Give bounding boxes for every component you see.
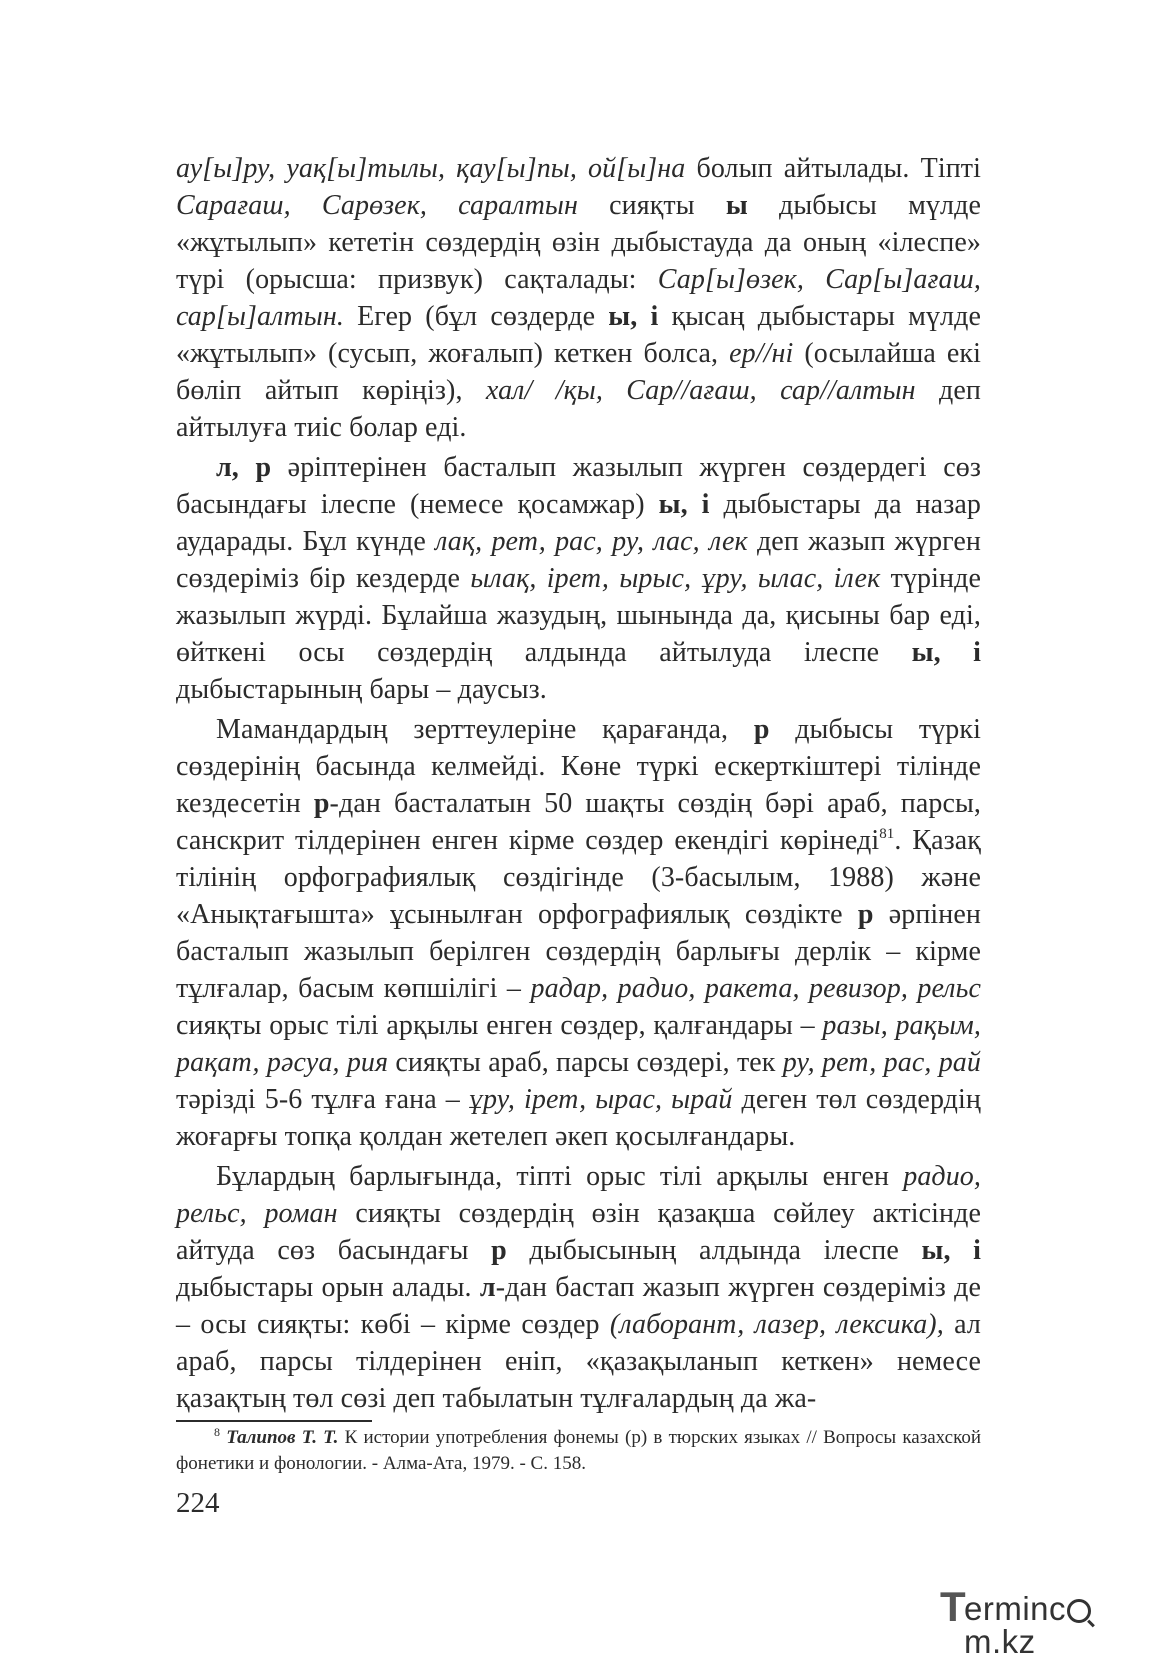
text-run: -дан басталатын 50 шақты сөздің бәрі араб, парсы, санскрит тілдерінен енген кірме сөздер екендігі көрінеді xyxy=(176,788,981,856)
text-run: түрінде жазылып жүрді. Бұлайша жазудың, шынында да, қисыны бар еді, өйткені осы сөздердің алдында айтылуда ілеспе xyxy=(176,563,981,668)
text-run: сияқты сөздердің өзін қазақша сөйлеу актісінде айтуда сөз басындағы xyxy=(176,1198,981,1266)
footnote-reference: 81 xyxy=(879,826,895,842)
text-run: әріптерінен басталып жазылып жүрген сөздердегі сөз басындағы ілеспе (немесе қосамжар) xyxy=(176,452,981,520)
italic-text: лақ, рет, рас, ру, лас, лек xyxy=(435,526,748,557)
bold-text: ы, і xyxy=(658,489,710,520)
text-run: дыбысы мүлде «жұтылып» кететін сөздердің өзін дыбыстауда да оның «ілеспе» түрі (орысша: призвук) сақталады: xyxy=(176,190,981,295)
italic-text: радио, рельс, роман xyxy=(176,1161,981,1229)
italic-text: разы, рақым, рақат, рәсуа, рия xyxy=(176,1010,981,1078)
watermark-text xyxy=(964,1592,1150,1658)
text-run: қысаң дыбыстары мүлде «жұтылып» (сусып, жоғалып) кеткен болса, xyxy=(176,301,982,369)
page-body xyxy=(176,150,981,1417)
text-run: дыбысының алдында ілеспе xyxy=(506,1235,922,1266)
text-run: деп жазып жүрген сөздеріміз бір кездерде xyxy=(176,526,981,594)
italic-text: ер//ні xyxy=(729,338,794,369)
text-run: сияқты орыс тілі арқылы енген сөздер, қалғандары – xyxy=(176,1010,823,1041)
italic-text: ұру, ірет, ырас, ырай xyxy=(468,1084,733,1115)
text-run: дыбыстары орын алады. xyxy=(176,1272,480,1303)
text-run: сияқты xyxy=(577,190,726,221)
paragraph xyxy=(176,1158,981,1417)
page-number: 224 xyxy=(176,1487,220,1519)
text-run: сияқты араб, парсы сөздері, тек xyxy=(388,1047,783,1078)
bold-text: ы xyxy=(725,190,748,221)
text-run: Бұлардың барлығында, тіпті орыс тілі арқылы енген xyxy=(216,1161,904,1192)
text-run: дыбысы түркі сөздерінің басында келмейді. Көне түркі ескерткіштері тілінде кездесетін xyxy=(176,714,981,819)
italic-text: Сар[ы]өзек, Сар[ы]ағаш, сар[ы]алтын. xyxy=(176,264,981,332)
text-run: Мамандардың зерттеулеріне қарағанда, xyxy=(216,714,754,745)
text-run: -дан бастап жазып жүрген сөздеріміз де – осы сияқты: көбі – кірме сөздер xyxy=(176,1272,981,1340)
text-run: . Қазақ тілінің орфографиялық сөздігінде (3-басылым, 1988) және «Анықтағышта» ұсынылған орфографиялық сөздікте xyxy=(176,825,981,930)
italic-text: ылақ, ірет, ырыс, ұру, ылас, ілек xyxy=(470,563,881,594)
text-run: (осылайша екі бөліп айтып көріңіз), xyxy=(176,338,981,406)
watermark-text-part2: m.kz xyxy=(964,1623,1036,1660)
text-run: дыбыстарының бары – даусыз. xyxy=(176,674,547,705)
italic-text: хал/ /қы, Сар//ағаш, сар//алтын xyxy=(485,375,916,406)
termincom-watermark-logo xyxy=(940,1583,1150,1660)
bold-text: л xyxy=(479,1272,496,1303)
bold-text: ы, і xyxy=(911,637,982,668)
bold-text: ы, і xyxy=(921,1235,981,1266)
footnote-text: К истории употребления фонемы (р) в тюрских языках // Вопросы казахской фонетики и фонологии. - Алма-Ата, 1979. - С. 158. xyxy=(176,1427,982,1474)
paragraph xyxy=(176,449,981,708)
italic-text: Сарағаш, Сарөзек, саралтын xyxy=(176,190,578,221)
italic-text: ау[ы]ру, уақ[ы]тылы, қау[ы]пы, ой[ы]на xyxy=(176,153,686,184)
italic-text: радар, радио, ракета, ревизор, рельс xyxy=(530,973,981,1004)
bold-text: р xyxy=(313,788,330,819)
watermark-initial: T xyxy=(940,1583,966,1630)
paragraph xyxy=(176,150,981,446)
magnifier-icon xyxy=(1067,1599,1091,1623)
bold-text: л, р xyxy=(216,452,272,483)
text-run: Егер (бұл сөздерде xyxy=(343,301,609,332)
italic-text: (лаборант, лазер, лексика), xyxy=(609,1309,944,1340)
text-run: деп айтылуға тиіс болар еді. xyxy=(176,375,981,443)
text-run: болып айтылады. Тіпті xyxy=(685,153,981,184)
text-run: ал араб, парсы тілдерінен еніп, «қазақыланып кеткен» немесе қазақтың төл сөзі деп табылатын тұлғалардың да жа- xyxy=(176,1309,981,1414)
bold-text: р xyxy=(491,1235,507,1266)
footnote-author: Талипов Т. Т. xyxy=(226,1427,339,1448)
bold-text: р xyxy=(857,899,874,930)
bold-text: ы, і xyxy=(608,301,659,332)
paragraph xyxy=(176,711,981,1155)
text-run: әрпінен басталып жазылып берілген сөздердің барлығы дерлік – кірме тұлғалар, басым көпшілігі – xyxy=(176,899,981,1004)
text-run: тәрізді 5-6 тұлға ғана – xyxy=(176,1084,469,1115)
watermark-text-part1: erminc xyxy=(964,1590,1067,1627)
footnote-separator xyxy=(176,1420,372,1422)
footnote-marker: 8 xyxy=(214,1425,220,1439)
text-run: деген төл сөздердің жоғарғы топқа қолдан жетелеп әкеп қосылғандары. xyxy=(176,1084,981,1152)
bold-text: р xyxy=(753,714,770,745)
italic-text: ру, рет, рас, рай xyxy=(782,1047,981,1078)
footnote xyxy=(176,1425,981,1477)
text-run: дыбыстары да назар аударады. Бұл күнде xyxy=(176,489,981,557)
